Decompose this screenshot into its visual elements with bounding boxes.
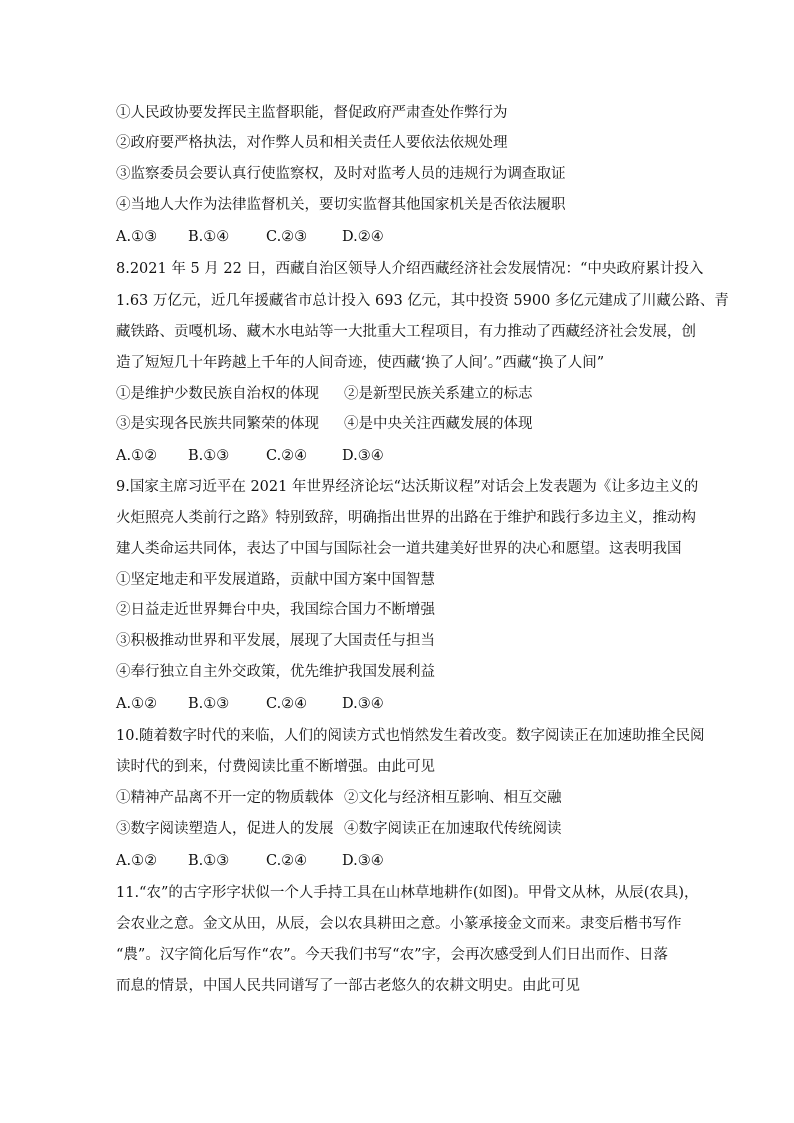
q9-option-b: B.①③ — [188, 696, 230, 712]
q8-stem-line-2: 1.63 万亿元，近几年援藏省市总计投入 693 亿元，其中投资 5900 多亿元建成了川藏公路、青 — [116, 293, 729, 309]
q9-statement-4: ④奉行独立自主外交政策，优先维护我国发展利益 — [116, 664, 435, 680]
q10-statement-2: ②文化与经济相互影响、相互交融 — [344, 790, 562, 806]
q10-stem-line-1: 10.随着数字时代的来临，人们的阅读方式也悄然发生着改变。数字阅读正在加速助推全民阅 — [116, 728, 705, 744]
q9-options — [116, 694, 402, 714]
q10-stem-line-2: 读时代的到来，付费阅读比重不断增强。由此可见 — [116, 759, 435, 775]
q7-option-a: A.①③ — [116, 229, 158, 245]
q10-statement-1: ①精神产品离不开一定的物质载体 — [116, 790, 334, 806]
q9-stem-line-2: 火炬照亮人类前行之路》特别致辞，明确指出世界的出路在于维护和践行多边主义，推动构 — [116, 510, 696, 526]
q8-statement-2: ②是新型民族关系建立的标志 — [344, 386, 533, 402]
q8-stem-line-3: 藏铁路、贡嘎机场、藏木水电站等一大批重大工程项目，有力推动了西藏经济社会发展，创 — [116, 324, 696, 340]
q8-statement-row-2 — [116, 414, 686, 434]
q8-stem-line-1: 8.2021 年 5 月 22 日，西藏自治区领导人介绍西藏经济社会发展情况：“中央政府累计投入 — [116, 261, 704, 277]
q8-option-a: A.①② — [116, 448, 158, 464]
q8-stem-line-4: 造了短短几十年跨越上千年的人间奇迹，使西藏‘换了人间’。”西藏“换了人间” — [116, 355, 605, 371]
q7-statement-3: ③监察委员会要认真行使监察权，及时对监考人员的违规行为调查取证 — [116, 166, 566, 182]
q9-statement-1: ①坚定地走和平发展道路，贡献中国方案中国智慧 — [116, 572, 435, 588]
q10-statement-row-2 — [116, 819, 686, 839]
q7-statement-1: ①人民政协要发挥民主监督职能，督促政府严肃查处作弊行为 — [116, 105, 508, 121]
q10-option-a: A.①② — [116, 853, 158, 869]
q9-statement-2: ②日益走近世界舞台中央，我国综合国力不断增强 — [116, 602, 435, 618]
q9-option-c: C.②④ — [266, 696, 308, 712]
q9-stem-line-3: 建人类命运共同体，表达了中国与国际社会一道共建美好世界的决心和愿望。这表明我国 — [116, 541, 682, 557]
q7-statement-4: ④当地人大作为法律监督机关，要切实监督其他国家机关是否依法履职 — [116, 197, 566, 213]
q10-option-b: B.①③ — [188, 853, 230, 869]
q10-statement-4: ④数字阅读正在加速取代传统阅读 — [344, 821, 562, 837]
q11-stem-line-4: 而息的情景，中国人民共同谱写了一部古老悠久的农耕文明史。由此可见 — [116, 978, 580, 994]
q8-option-c: C.②④ — [266, 448, 308, 464]
q10-option-c: C.②④ — [266, 853, 308, 869]
q10-statement-3: ③数字阅读塑造人，促进人的发展 — [116, 821, 334, 837]
q8-statement-3: ③是实现各民族共同繁荣的体现 — [116, 416, 319, 432]
q11-stem-line-3: “農”。汉字简化后写作“农”。今天我们书写“农”字，会再次感受到人们日出而作、日落 — [116, 947, 668, 963]
q8-statement-1: ①是维护少数民族自治权的体现 — [116, 386, 319, 402]
q7-option-c: C.②③ — [266, 229, 308, 245]
q8-option-d: D.③④ — [342, 448, 384, 464]
q7-option-b: B.①④ — [188, 229, 230, 245]
q9-option-d: D.③④ — [342, 696, 384, 712]
q11-stem-line-2: 会农业之意。金文从田，从辰，会以农具耕田之意。小篆承接金文而来。隶变后楷书写作 — [116, 916, 682, 932]
q9-statement-3: ③积极推动世界和平发展，展现了大国责任与担当 — [116, 633, 435, 649]
q9-stem-line-1: 9.国家主席习近平在 2021 年世界经济论坛“达沃斯议程”对话会上发表题为《让多边主义的 — [116, 479, 699, 495]
q7-option-d: D.②④ — [342, 229, 384, 245]
q10-option-d: D.③④ — [342, 853, 384, 869]
q8-statement-4: ④是中央关注西藏发展的体现 — [344, 416, 533, 432]
q7-options — [116, 227, 402, 247]
q8-option-b: B.①③ — [188, 448, 230, 464]
q8-options — [116, 446, 402, 466]
q10-options — [116, 851, 402, 871]
q9-option-a: A.①② — [116, 696, 158, 712]
q10-statement-row-1 — [116, 788, 686, 808]
q8-statement-row-1 — [116, 384, 686, 404]
q11-stem-line-1: 11.“农”的古字形字状似一个人手持工具在山林草地耕作(如图)。甲骨文从林，从辰(农具)， — [116, 885, 699, 901]
q7-statement-2: ②政府要严格执法，对作弊人员和相关责任人要依法依规处理 — [116, 135, 508, 151]
